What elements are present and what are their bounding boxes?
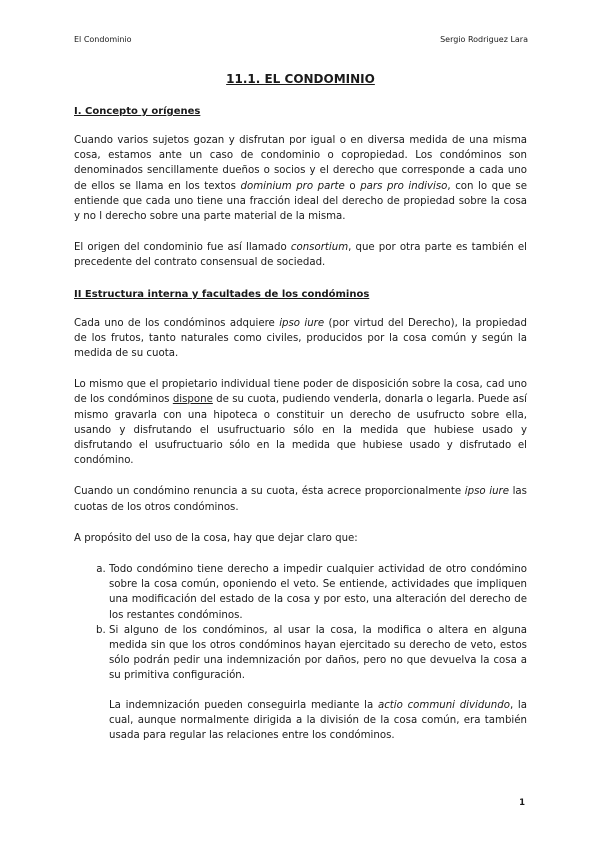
paragraph-uso-intro: A propósito del uso de la cosa, hay que dejar claro que: <box>74 532 358 544</box>
section-heading-concepto: I. Concepto y orígenes <box>74 106 201 117</box>
paragraph-origen: El origen del condominio fue así llamado consortium, que por otra parte es también el precedente del contrato consensual de sociedad. <box>74 242 527 269</box>
section-heading-estructura: II Estructura interna y facultades de los condóminos <box>74 288 370 300</box>
page-number: 1 <box>519 798 525 808</box>
paragraph-indemnizacion: La indemnización pueden conseguirla mediante la actio communi dividundo, la cual, aunque normalmente dirigida a la división de la cosa común, era también usada para regular las relaciones entre los condóminos. <box>109 699 527 742</box>
running-header-right: Sergio Rodriguez Lara <box>440 35 528 44</box>
list-uso <box>74 562 527 684</box>
document-body <box>74 72 527 743</box>
page-title: 11.1. EL CONDOMINIO <box>226 72 375 86</box>
paragraph-frutos: Cada uno de los condóminos adquiere ipso iure (por virtud del Derecho), la propiedad de los frutos, tanto naturales como civiles, producidos por la cosa común y según la medida de su cuota. <box>74 317 528 360</box>
paragraph-disposicion: Lo mismo que el propietario individual tiene poder de disposición sobre la cosa, cad uno de los condóminos dispone de su cuota, pudiendo venderla, donarla o legarla. Puede así mismo gravarla con una hipoteca o constituir un derecho de usufructo sobre ella, usando y disfrutando el usufructuario sólo en la medida que hubiese usado y disfrutando el usufructuario sólo en la medida que hubiese usado y disfrutado el condómino. <box>74 379 527 467</box>
paragraph-concepto: Cuando varios sujetos gozan y disfrutan por igual o en diversa medida de una misma cosa, estamos ante un caso de condominio o copropiedad. Los condóminos son denominados sencillamente dueños o socios y el derecho que corresponde a cada uno de ellos se llama en los textos dominium pro parte o pars pro indiviso, con lo que se entiende que cada uno tiene una fracción ideal del derecho de propiedad sobre la cosa y no l derecho sobre una parte material de la misma. <box>74 135 527 223</box>
list-item: a. Todo condómino tiene derecho a impedir cualquier actividad de otro condómino sobre la cosa común, oponiendo el veto. Se entiende, actividades que impliquen una modificación del estado de la cosa y por esto, una alteración del derecho de los restantes condóminos. <box>109 562 527 623</box>
running-header-left: El Condominio <box>74 35 132 44</box>
paragraph-renuncia: Cuando un condómino renuncia a su cuota, ésta acrece proporcionalmente ipso iure las cuotas de los otros condóminos. <box>74 486 527 513</box>
list-item: b. Si alguno de los condóminos, al usar la cosa, la modifica o altera en alguna medida sin que los otros condóminos hayan ejercitado su derecho de veto, estos sólo podrán pedir una indemnización por daños, pero no que devuelva la cosa a su primitiva configuración. <box>109 623 527 684</box>
